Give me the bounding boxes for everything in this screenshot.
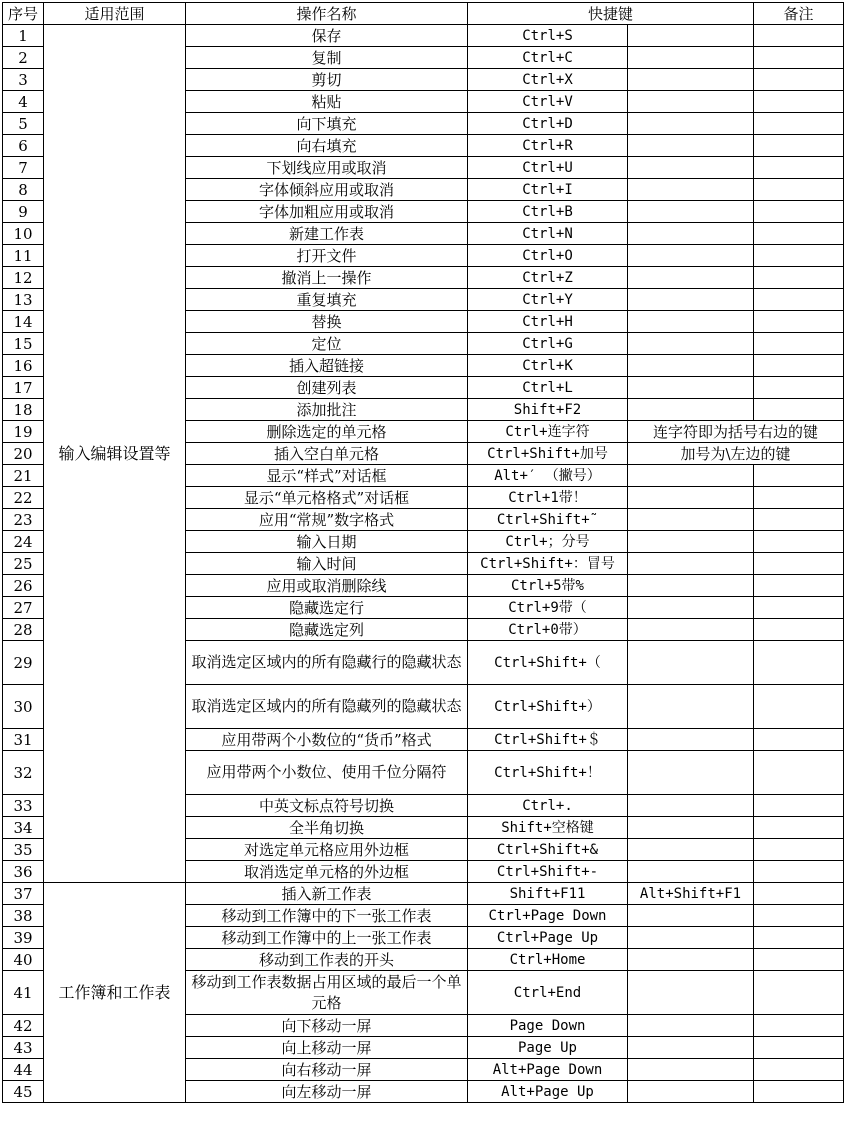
operation-name: 复制 (186, 47, 468, 69)
shortcut-key: Alt+′ （撇号） (468, 465, 628, 487)
header-row (3, 3, 844, 25)
row-number: 29 (3, 641, 44, 685)
shortcut-key: Ctrl+Shift+＄ (468, 729, 628, 751)
shortcut-alt (628, 91, 754, 113)
operation-name: 隐藏选定列 (186, 619, 468, 641)
row-number: 6 (3, 135, 44, 157)
operation-name: 向左移动一屏 (186, 1081, 468, 1103)
row-number: 18 (3, 399, 44, 421)
remark-cell (754, 619, 844, 641)
scope-cell: 工作簿和工作表 (44, 883, 186, 1103)
row-number: 25 (3, 553, 44, 575)
header-scope: 适用范围 (44, 3, 186, 25)
remark-cell (754, 641, 844, 685)
shortcut-alt (628, 531, 754, 553)
shortcut-alt (628, 1037, 754, 1059)
operation-name: 移动到工作表的开头 (186, 949, 468, 971)
remark-cell (754, 47, 844, 69)
shortcut-alt (628, 267, 754, 289)
shortcut-key: Ctrl+Shift+） (468, 685, 628, 729)
remark-cell (754, 25, 844, 47)
shortcut-alt (628, 355, 754, 377)
operation-name: 插入超链接 (186, 355, 468, 377)
shortcut-alt (628, 157, 754, 179)
shortcut-alt (628, 597, 754, 619)
shortcut-alt (628, 861, 754, 883)
row-number: 11 (3, 245, 44, 267)
operation-name: 替换 (186, 311, 468, 333)
operation-name: 粘贴 (186, 91, 468, 113)
operation-name: 删除选定的单元格 (186, 421, 468, 443)
shortcut-alt: Alt+Shift+F1 (628, 883, 754, 905)
remark-cell (754, 113, 844, 135)
shortcut-key: Ctrl+R (468, 135, 628, 157)
shortcut-extra-note: 连字符即为括号右边的键 (628, 421, 844, 443)
shortcut-alt (628, 1015, 754, 1037)
operation-name: 显示“单元格格式”对话框 (186, 487, 468, 509)
row-number: 39 (3, 927, 44, 949)
remark-cell (754, 355, 844, 377)
remark-cell (754, 795, 844, 817)
remark-cell (754, 157, 844, 179)
operation-name: 输入时间 (186, 553, 468, 575)
shortcut-extra-note: 加号为\左边的键 (628, 443, 844, 465)
shortcut-alt (628, 245, 754, 267)
remark-cell (754, 201, 844, 223)
shortcut-alt (628, 795, 754, 817)
remark-cell (754, 905, 844, 927)
header-number: 序号 (3, 3, 44, 25)
header-remark: 备注 (754, 3, 844, 25)
row-number: 7 (3, 157, 44, 179)
shortcut-alt (628, 113, 754, 135)
shortcut-key: Ctrl+I (468, 179, 628, 201)
row-number: 15 (3, 333, 44, 355)
shortcut-alt (628, 465, 754, 487)
remark-cell (754, 135, 844, 157)
table-row (3, 25, 844, 47)
operation-name: 打开文件 (186, 245, 468, 267)
shortcut-alt (628, 839, 754, 861)
row-number: 33 (3, 795, 44, 817)
shortcut-alt (628, 619, 754, 641)
remark-cell (754, 399, 844, 421)
remark-cell (754, 91, 844, 113)
shortcut-alt (628, 575, 754, 597)
shortcut-key: Ctrl+Shift+！ (468, 751, 628, 795)
remark-cell (754, 223, 844, 245)
shortcut-key: Ctrl+. (468, 795, 628, 817)
row-number: 34 (3, 817, 44, 839)
shortcut-key: Ctrl+H (468, 311, 628, 333)
shortcut-alt (628, 751, 754, 795)
remark-cell (754, 971, 844, 1015)
operation-name: 新建工作表 (186, 223, 468, 245)
shortcut-key: Ctrl+0带） (468, 619, 628, 641)
shortcut-key: Ctrl+Page Down (468, 905, 628, 927)
remark-cell (754, 861, 844, 883)
shortcut-key: Alt+Page Down (468, 1059, 628, 1081)
shortcut-key: Alt+Page Up (468, 1081, 628, 1103)
remark-cell (754, 245, 844, 267)
operation-name: 字体加粗应用或取消 (186, 201, 468, 223)
operation-name: 中英文标点符号切换 (186, 795, 468, 817)
shortcut-alt (628, 135, 754, 157)
shortcut-key: Ctrl+S (468, 25, 628, 47)
shortcut-key: Page Up (468, 1037, 628, 1059)
operation-name: 剪切 (186, 69, 468, 91)
remark-cell (754, 575, 844, 597)
operation-name: 插入新工作表 (186, 883, 468, 905)
row-number: 17 (3, 377, 44, 399)
operation-name: 字体倾斜应用或取消 (186, 179, 468, 201)
shortcut-key: Shift+空格键 (468, 817, 628, 839)
shortcut-key: Ctrl+K (468, 355, 628, 377)
row-number: 45 (3, 1081, 44, 1103)
shortcut-key: Ctrl+Home (468, 949, 628, 971)
remark-cell (754, 1059, 844, 1081)
operation-name: 移动到工作簿中的上一张工作表 (186, 927, 468, 949)
row-number: 26 (3, 575, 44, 597)
remark-cell (754, 311, 844, 333)
shortcut-key: Ctrl+Shift+（ (468, 641, 628, 685)
remark-cell (754, 1037, 844, 1059)
shortcut-key: Ctrl+G (468, 333, 628, 355)
row-number: 4 (3, 91, 44, 113)
shortcut-alt (628, 487, 754, 509)
operation-name: 隐藏选定行 (186, 597, 468, 619)
shortcut-key: Ctrl+1带！ (468, 487, 628, 509)
remark-cell (754, 839, 844, 861)
row-number: 16 (3, 355, 44, 377)
shortcut-table (2, 2, 844, 1103)
remark-cell (754, 927, 844, 949)
row-number: 30 (3, 685, 44, 729)
shortcut-alt (628, 949, 754, 971)
shortcut-key: Page Down (468, 1015, 628, 1037)
shortcut-key: Ctrl+C (468, 47, 628, 69)
row-number: 35 (3, 839, 44, 861)
operation-name: 创建列表 (186, 377, 468, 399)
row-number: 22 (3, 487, 44, 509)
remark-cell (754, 487, 844, 509)
row-number: 28 (3, 619, 44, 641)
row-number: 1 (3, 25, 44, 47)
shortcut-key: Ctrl+V (468, 91, 628, 113)
shortcut-alt (628, 971, 754, 1015)
operation-name: 向右填充 (186, 135, 468, 157)
shortcut-key: Ctrl+O (468, 245, 628, 267)
operation-name: 输入日期 (186, 531, 468, 553)
shortcut-key: Ctrl+X (468, 69, 628, 91)
shortcut-alt (628, 47, 754, 69)
row-number: 42 (3, 1015, 44, 1037)
remark-cell (754, 553, 844, 575)
remark-cell (754, 597, 844, 619)
shortcut-alt (628, 179, 754, 201)
row-number: 31 (3, 729, 44, 751)
shortcut-key: Ctrl+Shift+加号 (468, 443, 628, 465)
row-number: 3 (3, 69, 44, 91)
row-number: 37 (3, 883, 44, 905)
shortcut-key: Ctrl+Y (468, 289, 628, 311)
operation-name: 全半角切换 (186, 817, 468, 839)
row-number: 23 (3, 509, 44, 531)
remark-cell (754, 465, 844, 487)
shortcut-key: Shift+F11 (468, 883, 628, 905)
row-number: 19 (3, 421, 44, 443)
shortcut-alt (628, 927, 754, 949)
operation-name: 应用带两个小数位的“货币”格式 (186, 729, 468, 751)
operation-name: 撤消上一操作 (186, 267, 468, 289)
shortcut-key: Ctrl+Shift+：冒号 (468, 553, 628, 575)
operation-name: 取消选定单元格的外边框 (186, 861, 468, 883)
shortcut-key: Ctrl+Shift+˜ (468, 509, 628, 531)
shortcut-alt (628, 553, 754, 575)
remark-cell (754, 729, 844, 751)
shortcut-alt (628, 377, 754, 399)
shortcut-key: Ctrl+Z (468, 267, 628, 289)
operation-name: 取消选定区域内的所有隐藏列的隐藏状态 (186, 685, 468, 729)
shortcut-alt (628, 1081, 754, 1103)
operation-name: 向下移动一屏 (186, 1015, 468, 1037)
remark-cell (754, 377, 844, 399)
shortcut-alt (628, 69, 754, 91)
operation-name: 向下填充 (186, 113, 468, 135)
shortcut-alt (628, 729, 754, 751)
shortcut-key: Ctrl+L (468, 377, 628, 399)
row-number: 27 (3, 597, 44, 619)
remark-cell (754, 1081, 844, 1103)
remark-cell (754, 531, 844, 553)
shortcut-alt (628, 333, 754, 355)
row-number: 44 (3, 1059, 44, 1081)
shortcut-alt (628, 905, 754, 927)
operation-name: 重复填充 (186, 289, 468, 311)
operation-name: 插入空白单元格 (186, 443, 468, 465)
shortcut-key: Ctrl+连字符 (468, 421, 628, 443)
shortcut-key: Ctrl+；分号 (468, 531, 628, 553)
shortcut-key: Shift+F2 (468, 399, 628, 421)
operation-name: 应用带两个小数位、使用千位分隔符 (186, 751, 468, 795)
shortcut-alt (628, 289, 754, 311)
operation-name: 向右移动一屏 (186, 1059, 468, 1081)
remark-cell (754, 1015, 844, 1037)
operation-name: 保存 (186, 25, 468, 47)
shortcut-alt (628, 685, 754, 729)
row-number: 41 (3, 971, 44, 1015)
remark-cell (754, 509, 844, 531)
shortcut-alt (628, 201, 754, 223)
row-number: 9 (3, 201, 44, 223)
row-number: 2 (3, 47, 44, 69)
operation-name: 向上移动一屏 (186, 1037, 468, 1059)
shortcut-key: Ctrl+Shift+& (468, 839, 628, 861)
remark-cell (754, 179, 844, 201)
shortcut-alt (628, 311, 754, 333)
operation-name: 下划线应用或取消 (186, 157, 468, 179)
operation-name: 移动到工作表数据占用区域的最后一个单元格 (186, 971, 468, 1015)
shortcut-key: Ctrl+N (468, 223, 628, 245)
operation-name: 定位 (186, 333, 468, 355)
row-number: 32 (3, 751, 44, 795)
remark-cell (754, 333, 844, 355)
shortcut-key: Ctrl+End (468, 971, 628, 1015)
shortcut-alt (628, 25, 754, 47)
row-number: 24 (3, 531, 44, 553)
header-shortcut: 快捷键 (468, 3, 754, 25)
row-number: 21 (3, 465, 44, 487)
row-number: 20 (3, 443, 44, 465)
operation-name: 对选定单元格应用外边框 (186, 839, 468, 861)
remark-cell (754, 883, 844, 905)
remark-cell (754, 751, 844, 795)
shortcut-key: Ctrl+B (468, 201, 628, 223)
shortcut-key: Ctrl+5带% (468, 575, 628, 597)
shortcut-key: Ctrl+D (468, 113, 628, 135)
row-number: 14 (3, 311, 44, 333)
operation-name: 取消选定区域内的所有隐藏行的隐藏状态 (186, 641, 468, 685)
row-number: 10 (3, 223, 44, 245)
header-operation: 操作名称 (186, 3, 468, 25)
shortcut-key: Ctrl+Page Up (468, 927, 628, 949)
scope-cell: 输入编辑设置等 (44, 25, 186, 883)
row-number: 5 (3, 113, 44, 135)
row-number: 36 (3, 861, 44, 883)
row-number: 43 (3, 1037, 44, 1059)
shortcut-key: Ctrl+9带（ (468, 597, 628, 619)
remark-cell (754, 949, 844, 971)
shortcut-key: Ctrl+Shift+- (468, 861, 628, 883)
row-number: 12 (3, 267, 44, 289)
remark-cell (754, 685, 844, 729)
operation-name: 应用或取消删除线 (186, 575, 468, 597)
row-number: 8 (3, 179, 44, 201)
shortcut-alt (628, 817, 754, 839)
row-number: 40 (3, 949, 44, 971)
remark-cell (754, 69, 844, 91)
operation-name: 添加批注 (186, 399, 468, 421)
shortcut-alt (628, 509, 754, 531)
remark-cell (754, 267, 844, 289)
row-number: 13 (3, 289, 44, 311)
operation-name: 移动到工作簿中的下一张工作表 (186, 905, 468, 927)
operation-name: 应用“常规”数字格式 (186, 509, 468, 531)
table-row (3, 883, 844, 905)
shortcut-key: Ctrl+U (468, 157, 628, 179)
remark-cell (754, 289, 844, 311)
row-number: 38 (3, 905, 44, 927)
shortcut-alt (628, 223, 754, 245)
remark-cell (754, 817, 844, 839)
shortcut-alt (628, 399, 754, 421)
shortcut-alt (628, 641, 754, 685)
operation-name: 显示“样式”对话框 (186, 465, 468, 487)
shortcut-alt (628, 1059, 754, 1081)
